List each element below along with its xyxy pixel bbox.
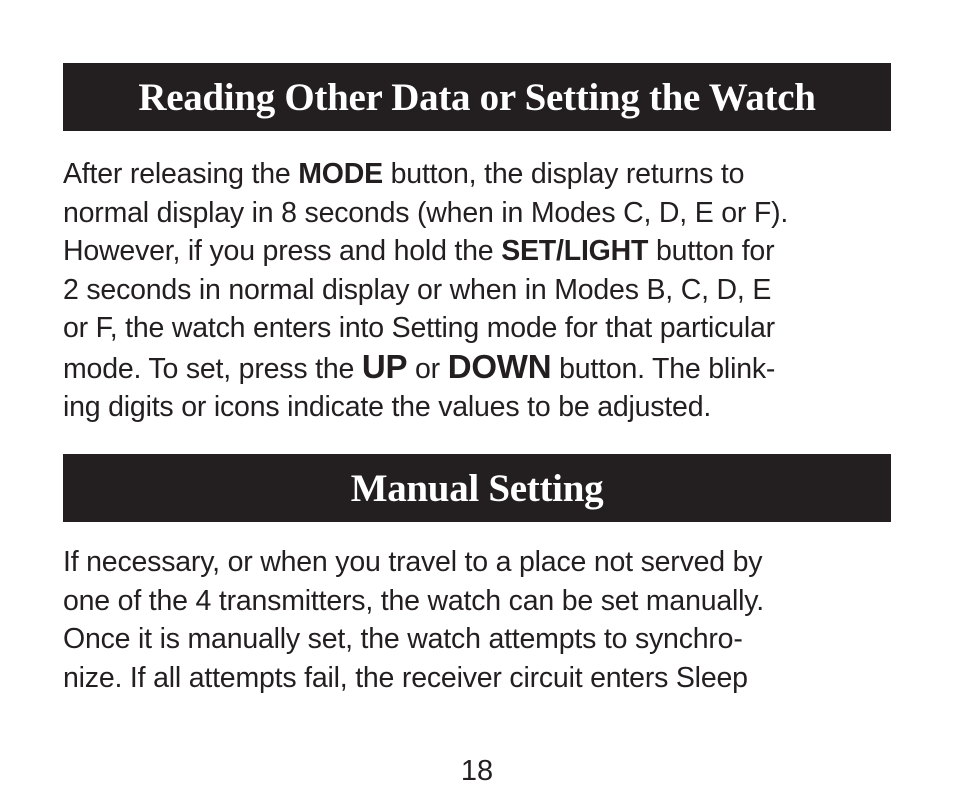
text-run: After releasing the bbox=[63, 158, 299, 190]
paragraph-line: Once it is manually set, the watch attempts to synchro- bbox=[63, 623, 743, 655]
text-run: button, the display returns to bbox=[382, 158, 745, 190]
text-run: mode. To set, press the bbox=[63, 352, 362, 385]
text-run: button for bbox=[648, 235, 775, 267]
mode-button-label: MODE bbox=[298, 158, 383, 190]
paragraph-line bbox=[63, 155, 893, 194]
section-heading-text: Manual Setting bbox=[350, 466, 604, 510]
paragraph-line: If necessary, or when you travel to a place not served by bbox=[63, 546, 763, 578]
paragraph-line: nize. If all attempts fail, the receiver circuit enters Sleep bbox=[63, 661, 748, 694]
manual-setting-paragraph bbox=[63, 543, 893, 697]
up-button-label: UP bbox=[361, 347, 408, 385]
page-number: 18 bbox=[460, 755, 494, 787]
paragraph-line bbox=[63, 232, 893, 271]
down-button-label: DOWN bbox=[447, 347, 552, 385]
section-heading-text: Reading Other Data or Setting the Watch bbox=[138, 75, 816, 119]
text-run: or bbox=[407, 352, 448, 385]
section-heading-manual-setting bbox=[63, 454, 891, 522]
paragraph-line: or F, the watch enters into Setting mode for that particular bbox=[63, 312, 775, 344]
paragraph-line: 2 seconds in normal display or when in Modes B, C, D, E bbox=[63, 273, 772, 306]
text-run: button. The blink- bbox=[551, 352, 776, 385]
text-run: However, if you press and hold the bbox=[63, 235, 502, 267]
paragraph-line: one of the 4 transmitters, the watch can be set manually. bbox=[63, 584, 764, 617]
reading-other-data-paragraph bbox=[63, 155, 893, 427]
paragraph-line bbox=[63, 348, 893, 389]
section-heading-reading-other-data bbox=[63, 63, 891, 131]
paragraph-line: ing digits or icons indicate the values to be adjusted. bbox=[63, 391, 712, 423]
set-light-button-label: SET/LIGHT bbox=[501, 235, 649, 267]
paragraph-line: normal display in 8 seconds (when in Modes C, D, E or F). bbox=[63, 196, 789, 229]
